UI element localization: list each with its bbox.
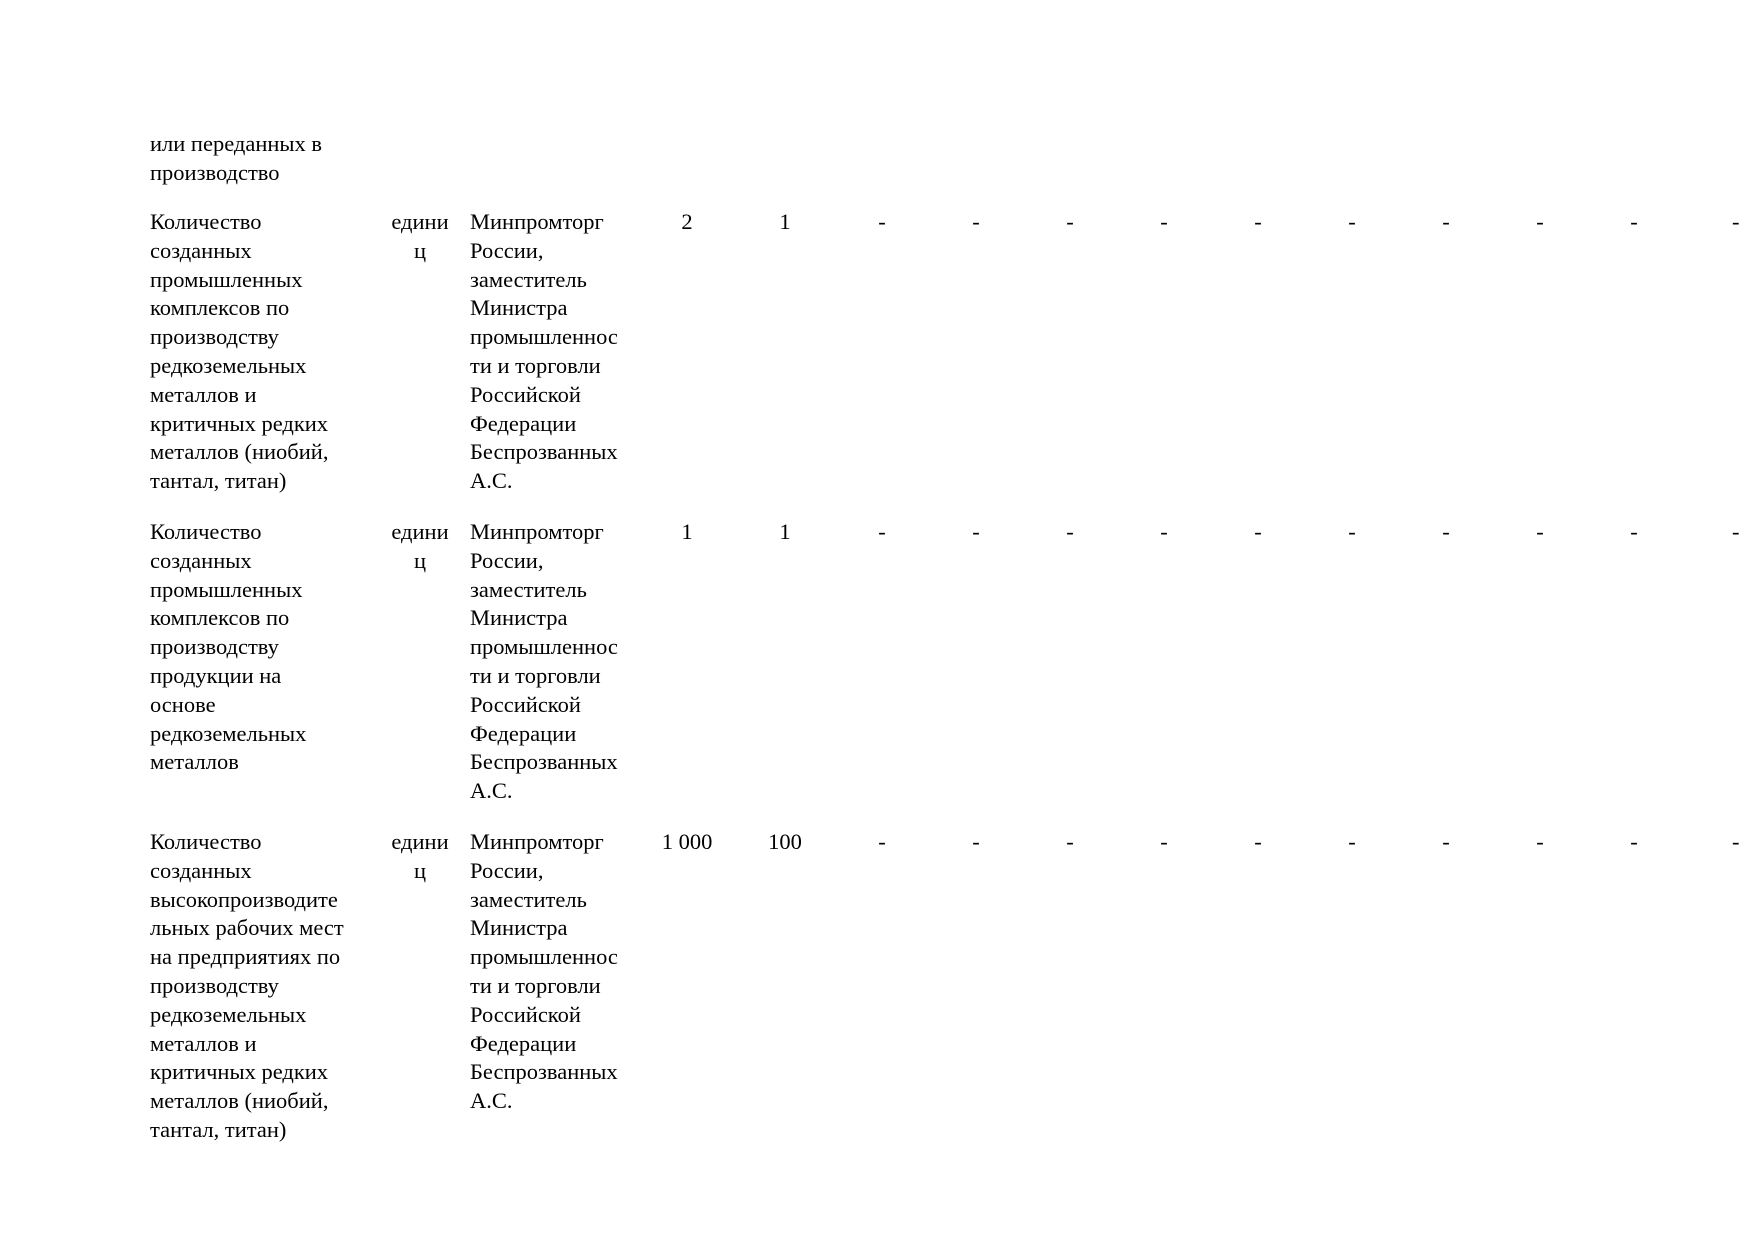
value-cell: 1: [779, 519, 791, 544]
value-cell: -: [972, 829, 980, 854]
value-cell: -: [1442, 209, 1450, 234]
unit-of-measure: едини ц: [391, 829, 449, 883]
value-cell: 1 000: [661, 829, 713, 854]
value-cell: -: [1630, 519, 1638, 544]
value-cell: -: [972, 209, 980, 234]
value-cell: -: [1348, 829, 1356, 854]
value-cell: -: [878, 829, 886, 854]
value-cell: -: [1348, 209, 1356, 234]
value-cell: 1: [779, 209, 791, 234]
value-cell: -: [1442, 829, 1450, 854]
value-cell: -: [1732, 519, 1740, 544]
unit-of-measure: едини ц: [391, 209, 449, 263]
value-cell: -: [1732, 209, 1740, 234]
responsible-body: Минпромторг России, заместитель Министра промышленнос ти и торговли Российской Федерации Беспрозванных А.С.: [470, 209, 618, 494]
indicator-name: Количество созданных промышленных комплексов по производству редкоземельных металлов и критичных редких металлов (ниобий, тантал, титан): [150, 209, 329, 494]
value-cell: -: [1630, 209, 1638, 234]
value-cell: 1: [681, 519, 693, 544]
value-cell: -: [1066, 519, 1074, 544]
value-cell: -: [878, 519, 886, 544]
value-cell: -: [1066, 209, 1074, 234]
value-cell: -: [1160, 209, 1168, 234]
responsible-body: Минпромторг России, заместитель Министра промышленнос ти и торговли Российской Федерации Беспрозванных А.С.: [470, 519, 618, 804]
value-cell: -: [972, 519, 980, 544]
value-cell: -: [1160, 519, 1168, 544]
indicator-name: Количество созданных высокопроизводите льных рабочих мест на предприятиях по производству редкоземельных металлов и критичных редких металлов (ниобий, тантал, титан): [150, 829, 344, 1142]
value-cell: -: [878, 209, 886, 234]
value-cell: -: [1536, 209, 1544, 234]
value-cell: -: [1536, 829, 1544, 854]
value-cell: -: [1160, 829, 1168, 854]
value-cell: -: [1732, 829, 1740, 854]
value-cell: -: [1442, 519, 1450, 544]
value-cell: -: [1630, 829, 1638, 854]
indicator-name: Количество созданных промышленных комплексов по производству продукции на основе редкоземельных металлов: [150, 519, 307, 775]
value-cell: -: [1348, 519, 1356, 544]
value-cell: -: [1066, 829, 1074, 854]
value-cell: -: [1254, 209, 1262, 234]
value-cell: -: [1254, 519, 1262, 544]
value-cell: 100: [768, 829, 802, 854]
value-cell: -: [1254, 829, 1262, 854]
value-cell: 2: [681, 209, 693, 234]
carryover-indicator-text: или переданных в производство: [150, 131, 323, 185]
value-cell: -: [1536, 519, 1544, 544]
responsible-body: Минпромторг России, заместитель Министра промышленнос ти и торговли Российской Федерации Беспрозванных А.С.: [470, 829, 618, 1114]
unit-of-measure: едини ц: [391, 519, 449, 573]
